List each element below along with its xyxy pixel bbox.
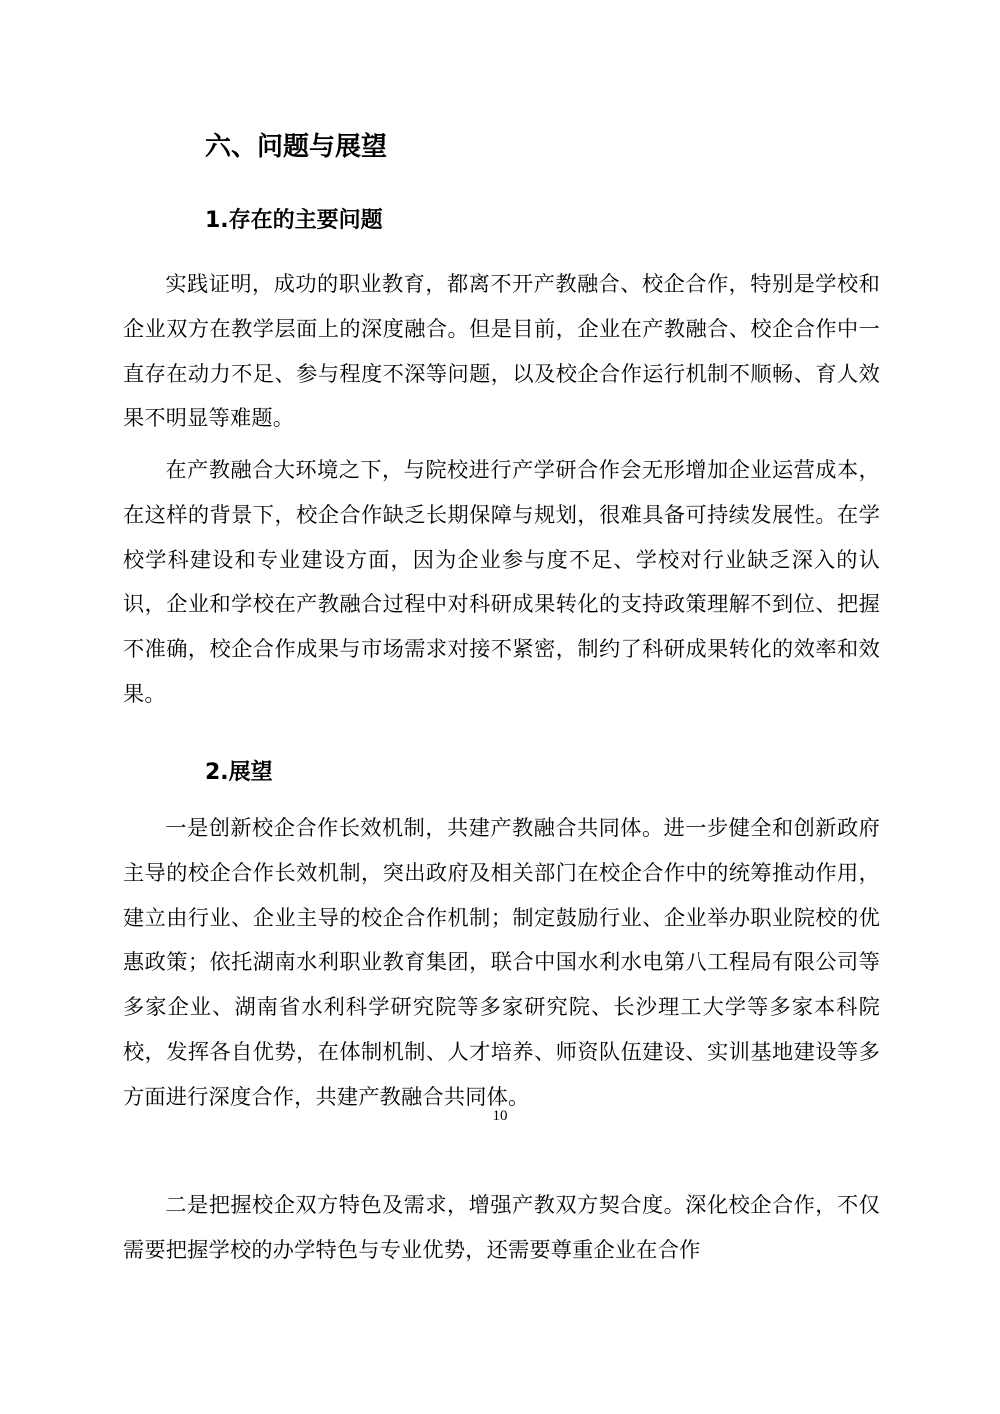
section-title: 六、问题与展望 [205, 132, 388, 162]
paragraph-outlook-1: 一是创新校企合作长效机制，共建产教融合共同体。进一步健全和创新政府主导的校企合作长效机制，突出政府及相关部门在校企合作中的统筹推动作用，建立由行业、企业主导的校企合作机制；制定鼓励行业、企业举办职业院校的优惠政策；依托湖南水利职业教育集团，联合中国水利水电第八工程局有限公司等多家企业、湖南省水利科学研究院等多家研究院、长沙理工大学等多家本科院校，发挥各自优势，在体制机制、人才培养、师资队伍建设、实训基地建设等多方面进行深度合作，共建产教融合共同体。 [123, 815, 880, 1109]
page-number: 10 [492, 1108, 508, 1124]
paragraph-outlook-2: 二是把握校企双方特色及需求，增强产教双方契合度。深化校企合作，不仅需要把握学校的办学特色与专业优势，还需要尊重企业在合作 [123, 1192, 880, 1262]
paragraph-problems-2: 在产教融合大环境之下，与院校进行产学研合作会无形增加企业运营成本，在这样的背景下，校企合作缺乏长期保障与规划，很难具备可持续发展性。在学校学科建设和专业建设方面，因为企业参与度不足、学校对行业缺乏深入的认识，企业和学校在产教融合过程中对科研成果转化的支持政策理解不到位、把握不准确，校企合作成果与市场需求对接不紧密，制约了科研成果转化的效率和效果。 [123, 457, 880, 706]
text-column [123, 0, 880, 1414]
paragraph-problems-1: 实践证明，成功的职业教育，都离不开产教融合、校企合作，特别是学校和企业双方在教学层面上的深度融合。但是目前，企业在产教融合、校企合作中一直存在动力不足、参与程度不深等问题，以及校企合作运行机制不顺畅、育人效果不明显等难题。 [123, 271, 880, 431]
subsection-1-title: 1.存在的主要问题 [205, 208, 383, 233]
subsection-2-title: 2.展望 [205, 760, 273, 785]
